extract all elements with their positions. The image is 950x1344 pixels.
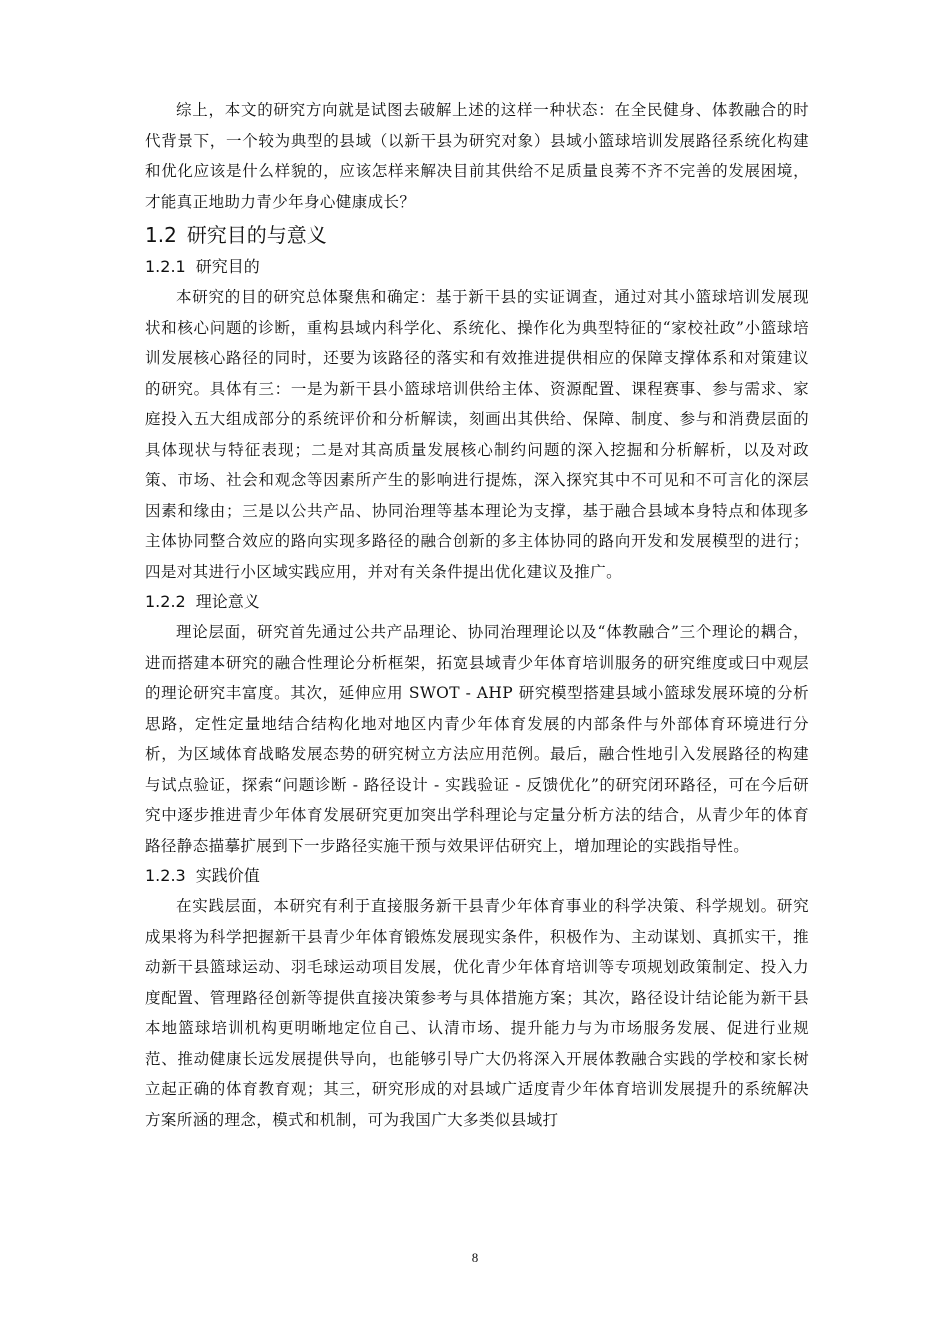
subsection-number: 1.2.2: [145, 592, 186, 611]
subsection-number: 1.2.3: [145, 866, 186, 885]
subsection-title: 实践价值: [195, 866, 260, 885]
document-page: [145, 95, 809, 1135]
section-heading-1-2: [145, 218, 809, 252]
subsection-number: 1.2.1: [145, 257, 186, 276]
subsection-heading-1-2-3: [145, 861, 809, 891]
subsection-heading-1-2-1: [145, 252, 809, 282]
theoretical-significance-paragraph: 理论层面，研究首先通过公共产品理论、协同治理理论以及“体教融合”三个理论的耦合，进而搭建本研究的融合性理论分析框架，拓宽县域青少年体育培训服务的研究维度或曰中观层的理论研究丰富度。其次，延伸应用 SWOT - AHP 研究模型搭建县域小篮球发展环境的分析思路，定性定量地结合结构化地对地区内青少年体育发展的内部条件与外部体育环境进行分析，为区域体育战略发展态势的研究树立方法应用范例。最后，融合性地引入发展路径的构建与试点验证，探索“问题诊断 - 路径设计 - 实践验证 - 反馈优化”的研究闭环路径，可在今后研究中逐步推进青少年体育发展研究更加突出学科理论与定量分析方法的结合，从青少年的体育路径静态描摹扩展到下一步路径实施干预与效果评估研究上，增加理论的实践指导性。: [145, 623, 809, 855]
subsection-title: 研究目的: [195, 257, 260, 276]
subsection-heading-1-2-2: [145, 587, 809, 617]
intro-paragraph: 综上，本文的研究方向就是试图去破解上述的这样一种状态：在全民健身、体教融合的时代背景下，一个较为典型的县域（以新干县为研究对象）县域小篮球培训发展路径系统化构建和优化应该是什么样貌的，应该怎样来解决目前其供给不足质量良莠不齐不完善的发展困境，才能真正地助力青少年身心健康成长？: [145, 101, 809, 211]
section-title: 研究目的与意义: [186, 223, 327, 247]
research-purpose-paragraph: 本研究的目的研究总体聚焦和确定：基于新干县的实证调查，通过对其小篮球培训发展现状和核心问题的诊断，重构县域内科学化、系统化、操作化为典型特征的“家校社政”小篮球培训发展核心路径的同时，还要为该路径的落实和有效推进提供相应的保障支撑体系和对策建议的研究。具体有三：一是为新干县小篮球培训供给主体、资源配置、课程赛事、参与需求、家庭投入五大组成部分的系统评价和分析解读，刻画出其供给、保障、制度、参与和消费层面的具体现状与特征表现；二是对其高质量发展核心制约问题的深入挖掘和分析解析，以及对政策、市场、社会和观念等因素所产生的影响进行提炼，深入探究其中不可见和不可言化的深层因素和缘由；三是以公共产品、协同治理等基本理论为支撑，基于融合县域本身特点和体现多主体协同整合效应的路向实现多路径的融合创新的多主体协同的路向开发和发展模型的进行；四是对其进行小区域实践应用，并对有关条件提出优化建议及推广。: [145, 288, 809, 581]
section-number: 1.2: [145, 223, 177, 247]
practical-value-paragraph: 在实践层面，本研究有利于直接服务新干县青少年体育事业的科学决策、科学规划。研究成果将为科学把握新干县青少年体育锻炼发展现实条件，积极作为、主动谋划、真抓实干，推动新干县篮球运动、羽毛球运动项目发展，优化青少年体育培训等专项规划政策制定、投入力度配置、管理路径创新等提供直接决策参考与具体措施方案；其次，路径设计结论能为新干县本地篮球培训机构更明晰地定位自己、认清市场、提升能力与为市场服务发展、促进行业规范、推动健康长远发展提供导向，也能够引导广大仍将深入开展体教融合实践的学校和家长树立起正确的体育教育观；其三，研究形成的对县域广适度青少年体育培训发展提升的系统解决方案所涵的理念，模式和机制，可为我国广大多类似县域打: [145, 897, 809, 1129]
subsection-title: 理论意义: [195, 592, 260, 611]
page-number: 8: [471, 1250, 479, 1265]
